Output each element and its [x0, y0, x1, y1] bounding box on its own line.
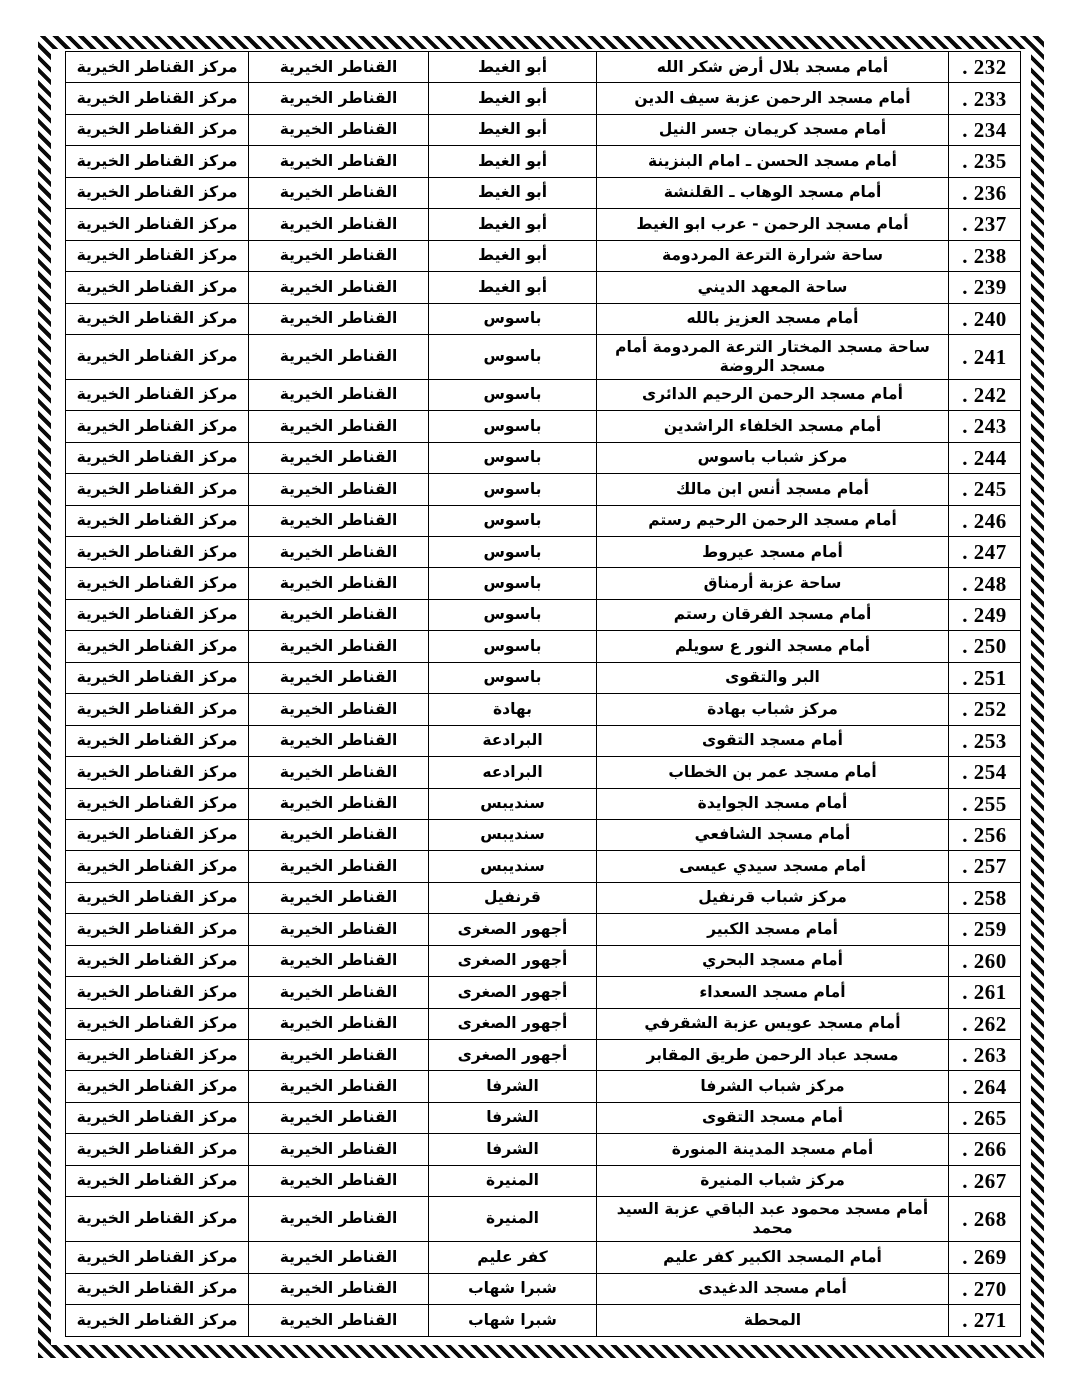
cell-location-name: البر والتقوى — [597, 662, 949, 693]
cell-district-name: القناطر الخيرية — [249, 977, 429, 1008]
table-row — [66, 52, 1021, 83]
cell-village-name: باسوس — [429, 442, 597, 473]
cell-village-name: قرنفيل — [429, 882, 597, 913]
cell-serial-number: 248 . — [949, 568, 1021, 599]
cell-village-name: أجهور الصغرى — [429, 1008, 597, 1039]
cell-center-name: مركز القناطر الخيرية — [66, 1071, 249, 1102]
cell-location-name: أمام مسجد النور ع سويلم — [597, 631, 949, 662]
cell-district-name: القناطر الخيرية — [249, 1102, 429, 1133]
cell-center-name: مركز القناطر الخيرية — [66, 240, 249, 271]
cell-village-name: أبو الغيط — [429, 240, 597, 271]
cell-district-name: القناطر الخيرية — [249, 177, 429, 208]
table-row — [66, 1165, 1021, 1196]
table-row — [66, 272, 1021, 303]
cell-village-name: سنديبس — [429, 851, 597, 882]
cell-location-name: أمام مسجد السعداء — [597, 977, 949, 1008]
table-row — [66, 1273, 1021, 1304]
cell-serial-number: 253 . — [949, 725, 1021, 756]
cell-district-name: القناطر الخيرية — [249, 694, 429, 725]
locations-table — [65, 51, 1021, 1337]
cell-village-name: الشرفا — [429, 1134, 597, 1165]
cell-district-name: القناطر الخيرية — [249, 240, 429, 271]
cell-center-name: مركز القناطر الخيرية — [66, 599, 249, 630]
cell-center-name: مركز القناطر الخيرية — [66, 1197, 249, 1242]
cell-village-name: أبو الغيط — [429, 146, 597, 177]
table-row — [66, 83, 1021, 114]
table-row — [66, 977, 1021, 1008]
cell-center-name: مركز القناطر الخيرية — [66, 1008, 249, 1039]
table-row — [66, 537, 1021, 568]
cell-center-name: مركز القناطر الخيرية — [66, 757, 249, 788]
cell-district-name: القناطر الخيرية — [249, 1040, 429, 1071]
cell-district-name: القناطر الخيرية — [249, 1008, 429, 1039]
cell-serial-number: 234 . — [949, 114, 1021, 145]
cell-village-name: البرادعة — [429, 725, 597, 756]
cell-village-name: باسوس — [429, 334, 597, 379]
cell-center-name: مركز القناطر الخيرية — [66, 379, 249, 410]
cell-location-name: أمام مسجد العزيز بالله — [597, 303, 949, 334]
table-row — [66, 882, 1021, 913]
table-row — [66, 568, 1021, 599]
cell-village-name: أبو الغيط — [429, 114, 597, 145]
cell-center-name: مركز القناطر الخيرية — [66, 83, 249, 114]
cell-serial-number: 247 . — [949, 537, 1021, 568]
cell-location-name: أمام مسجد محمود عبد الباقي عزبة السيد محمد — [597, 1197, 949, 1242]
table-row — [66, 945, 1021, 976]
table-row — [66, 334, 1021, 379]
cell-district-name: القناطر الخيرية — [249, 272, 429, 303]
cell-serial-number: 261 . — [949, 977, 1021, 1008]
cell-district-name: القناطر الخيرية — [249, 114, 429, 145]
cell-district-name: القناطر الخيرية — [249, 1304, 429, 1336]
cell-village-name: سنديبس — [429, 819, 597, 850]
cell-serial-number: 250 . — [949, 631, 1021, 662]
cell-center-name: مركز القناطر الخيرية — [66, 209, 249, 240]
cell-district-name: القناطر الخيرية — [249, 882, 429, 913]
cell-serial-number: 263 . — [949, 1040, 1021, 1071]
cell-location-name: ساحة مسجد المختار الترعة المردومة أمام مسجد الروضة — [597, 334, 949, 379]
cell-serial-number: 260 . — [949, 945, 1021, 976]
cell-village-name: الشرفا — [429, 1071, 597, 1102]
table-body — [66, 52, 1021, 1337]
cell-location-name: أمام مسجد بلال أرض شكر الله — [597, 52, 949, 83]
cell-location-name: مركز شباب المنيرة — [597, 1165, 949, 1196]
cell-district-name: القناطر الخيرية — [249, 52, 429, 83]
cell-village-name: باسوس — [429, 411, 597, 442]
cell-village-name: أبو الغيط — [429, 83, 597, 114]
cell-location-name: مسجد عباد الرحمن طريق المقابر — [597, 1040, 949, 1071]
cell-serial-number: 269 . — [949, 1242, 1021, 1273]
cell-center-name: مركز القناطر الخيرية — [66, 146, 249, 177]
cell-location-name: أمام مسجد الرحمن الرحيم رستم — [597, 505, 949, 536]
table-row — [66, 474, 1021, 505]
cell-location-name: مركز شباب باسوس — [597, 442, 949, 473]
cell-serial-number: 265 . — [949, 1102, 1021, 1133]
table-row — [66, 411, 1021, 442]
cell-district-name: القناطر الخيرية — [249, 334, 429, 379]
cell-serial-number: 242 . — [949, 379, 1021, 410]
cell-district-name: القناطر الخيرية — [249, 788, 429, 819]
cell-district-name: القناطر الخيرية — [249, 1242, 429, 1273]
cell-serial-number: 241 . — [949, 334, 1021, 379]
cell-location-name: أمام مسجد عمر بن الخطاب — [597, 757, 949, 788]
cell-village-name: بهادة — [429, 694, 597, 725]
cell-district-name: القناطر الخيرية — [249, 568, 429, 599]
cell-serial-number: 235 . — [949, 146, 1021, 177]
table-row — [66, 1102, 1021, 1133]
cell-village-name: شبرا شهاب — [429, 1273, 597, 1304]
cell-center-name: مركز القناطر الخيرية — [66, 662, 249, 693]
cell-location-name: أمام مسجد الوهاب ـ القلنشة — [597, 177, 949, 208]
cell-center-name: مركز القناطر الخيرية — [66, 1165, 249, 1196]
cell-district-name: القناطر الخيرية — [249, 757, 429, 788]
cell-center-name: مركز القناطر الخيرية — [66, 177, 249, 208]
decorative-page-border — [38, 36, 1044, 1358]
cell-center-name: مركز القناطر الخيرية — [66, 505, 249, 536]
cell-village-name: المنيرة — [429, 1197, 597, 1242]
cell-location-name: أمام مسجد عيروط — [597, 537, 949, 568]
cell-serial-number: 254 . — [949, 757, 1021, 788]
cell-serial-number: 268 . — [949, 1197, 1021, 1242]
table-row — [66, 240, 1021, 271]
cell-location-name: أمام مسجد الدغيدى — [597, 1273, 949, 1304]
cell-location-name: مركز شباب بهادة — [597, 694, 949, 725]
table-row — [66, 1040, 1021, 1071]
cell-location-name: أمام مسجد الفرقان رستم — [597, 599, 949, 630]
table-row — [66, 177, 1021, 208]
table-row — [66, 631, 1021, 662]
cell-location-name: أمام مسجد الرحمن - عرب ابو الغيط — [597, 209, 949, 240]
cell-serial-number: 249 . — [949, 599, 1021, 630]
cell-district-name: القناطر الخيرية — [249, 945, 429, 976]
cell-serial-number: 256 . — [949, 819, 1021, 850]
cell-location-name: أمام مسجد الجوايدة — [597, 788, 949, 819]
cell-district-name: القناطر الخيرية — [249, 1134, 429, 1165]
cell-serial-number: 266 . — [949, 1134, 1021, 1165]
cell-location-name: أمام مسجد أنس ابن مالك — [597, 474, 949, 505]
page-content-area — [51, 49, 1031, 1345]
cell-serial-number: 246 . — [949, 505, 1021, 536]
cell-location-name: ساحة المعهد الديني — [597, 272, 949, 303]
cell-village-name: المنيرة — [429, 1165, 597, 1196]
cell-center-name: مركز القناطر الخيرية — [66, 882, 249, 913]
cell-center-name: مركز القناطر الخيرية — [66, 1304, 249, 1336]
cell-location-name: أمام مسجد الشافعي — [597, 819, 949, 850]
cell-district-name: القناطر الخيرية — [249, 474, 429, 505]
table-row — [66, 209, 1021, 240]
table-row — [66, 1008, 1021, 1039]
cell-district-name: القناطر الخيرية — [249, 631, 429, 662]
table-row — [66, 1071, 1021, 1102]
cell-location-name: أمام مسجد الرحمن عزبة سيف الدين — [597, 83, 949, 114]
cell-location-name: مركز شباب قرنفيل — [597, 882, 949, 913]
cell-village-name: أبو الغيط — [429, 52, 597, 83]
table-row — [66, 146, 1021, 177]
cell-location-name: أمام مسجد عويس عزبة الشقرفي — [597, 1008, 949, 1039]
cell-center-name: مركز القناطر الخيرية — [66, 114, 249, 145]
cell-serial-number: 236 . — [949, 177, 1021, 208]
table-row — [66, 914, 1021, 945]
table-row — [66, 442, 1021, 473]
cell-center-name: مركز القناطر الخيرية — [66, 977, 249, 1008]
cell-village-name: البرادعه — [429, 757, 597, 788]
cell-location-name: أمام مسجد التقوى — [597, 725, 949, 756]
cell-center-name: مركز القناطر الخيرية — [66, 1040, 249, 1071]
cell-serial-number: 251 . — [949, 662, 1021, 693]
cell-village-name: أبو الغيط — [429, 209, 597, 240]
cell-center-name: مركز القناطر الخيرية — [66, 914, 249, 945]
cell-serial-number: 262 . — [949, 1008, 1021, 1039]
table-row — [66, 757, 1021, 788]
cell-serial-number: 270 . — [949, 1273, 1021, 1304]
cell-center-name: مركز القناطر الخيرية — [66, 788, 249, 819]
cell-serial-number: 252 . — [949, 694, 1021, 725]
table-row — [66, 1197, 1021, 1242]
cell-serial-number: 271 . — [949, 1304, 1021, 1336]
cell-location-name: أمام مسجد سيدي عيسى — [597, 851, 949, 882]
cell-center-name: مركز القناطر الخيرية — [66, 272, 249, 303]
cell-district-name: القناطر الخيرية — [249, 411, 429, 442]
cell-village-name: أبو الغيط — [429, 272, 597, 303]
cell-district-name: القناطر الخيرية — [249, 662, 429, 693]
cell-village-name: باسوس — [429, 537, 597, 568]
cell-center-name: مركز القناطر الخيرية — [66, 1102, 249, 1133]
cell-village-name: أجهور الصغرى — [429, 914, 597, 945]
cell-village-name: أبو الغيط — [429, 177, 597, 208]
cell-location-name: أمام مسجد الرحمن الرحيم الدائرى — [597, 379, 949, 410]
cell-center-name: مركز القناطر الخيرية — [66, 442, 249, 473]
cell-location-name: مركز شباب الشرفا — [597, 1071, 949, 1102]
cell-village-name: باسوس — [429, 505, 597, 536]
cell-village-name: أجهور الصغرى — [429, 1040, 597, 1071]
cell-district-name: القناطر الخيرية — [249, 1071, 429, 1102]
table-row — [66, 599, 1021, 630]
cell-district-name: القناطر الخيرية — [249, 599, 429, 630]
table-row — [66, 694, 1021, 725]
table-row — [66, 819, 1021, 850]
cell-location-name: أمام مسجد الكبير — [597, 914, 949, 945]
table-row — [66, 303, 1021, 334]
cell-village-name: باسوس — [429, 631, 597, 662]
table-row — [66, 505, 1021, 536]
cell-village-name: أجهور الصغرى — [429, 945, 597, 976]
cell-village-name: باسوس — [429, 662, 597, 693]
cell-village-name: سنديبس — [429, 788, 597, 819]
cell-center-name: مركز القناطر الخيرية — [66, 334, 249, 379]
cell-district-name: القناطر الخيرية — [249, 537, 429, 568]
cell-location-name: المحطة — [597, 1304, 949, 1336]
table-row — [66, 725, 1021, 756]
table-row — [66, 379, 1021, 410]
cell-serial-number: 243 . — [949, 411, 1021, 442]
cell-center-name: مركز القناطر الخيرية — [66, 945, 249, 976]
cell-district-name: القناطر الخيرية — [249, 819, 429, 850]
cell-village-name: شبرا شهاب — [429, 1304, 597, 1336]
table-row — [66, 1304, 1021, 1336]
table-row — [66, 1242, 1021, 1273]
cell-district-name: القناطر الخيرية — [249, 914, 429, 945]
cell-serial-number: 233 . — [949, 83, 1021, 114]
cell-serial-number: 244 . — [949, 442, 1021, 473]
cell-district-name: القناطر الخيرية — [249, 851, 429, 882]
table-row — [66, 1134, 1021, 1165]
cell-village-name: باسوس — [429, 379, 597, 410]
cell-location-name: أمام مسجد الخلفاء الراشدين — [597, 411, 949, 442]
cell-serial-number: 264 . — [949, 1071, 1021, 1102]
cell-district-name: القناطر الخيرية — [249, 83, 429, 114]
cell-village-name: باسوس — [429, 474, 597, 505]
cell-center-name: مركز القناطر الخيرية — [66, 631, 249, 662]
cell-center-name: مركز القناطر الخيرية — [66, 819, 249, 850]
cell-center-name: مركز القناطر الخيرية — [66, 52, 249, 83]
cell-location-name: أمام مسجد الحسن ـ امام البنزينة — [597, 146, 949, 177]
cell-district-name: القناطر الخيرية — [249, 379, 429, 410]
cell-village-name: باسوس — [429, 568, 597, 599]
cell-village-name: الشرفا — [429, 1102, 597, 1133]
table-row — [66, 114, 1021, 145]
cell-district-name: القناطر الخيرية — [249, 303, 429, 334]
cell-village-name: أجهور الصغرى — [429, 977, 597, 1008]
cell-center-name: مركز القناطر الخيرية — [66, 303, 249, 334]
cell-district-name: القناطر الخيرية — [249, 442, 429, 473]
cell-serial-number: 238 . — [949, 240, 1021, 271]
cell-center-name: مركز القناطر الخيرية — [66, 474, 249, 505]
cell-center-name: مركز القناطر الخيرية — [66, 694, 249, 725]
cell-serial-number: 240 . — [949, 303, 1021, 334]
cell-center-name: مركز القناطر الخيرية — [66, 851, 249, 882]
cell-village-name: كفر عليم — [429, 1242, 597, 1273]
table-row — [66, 662, 1021, 693]
cell-serial-number: 257 . — [949, 851, 1021, 882]
cell-location-name: أمام مسجد البحري — [597, 945, 949, 976]
cell-district-name: القناطر الخيرية — [249, 209, 429, 240]
cell-center-name: مركز القناطر الخيرية — [66, 537, 249, 568]
cell-district-name: القناطر الخيرية — [249, 146, 429, 177]
cell-serial-number: 259 . — [949, 914, 1021, 945]
cell-location-name: أمام مسجد التقوى — [597, 1102, 949, 1133]
cell-location-name: ساحة عزبة أرمناق — [597, 568, 949, 599]
cell-serial-number: 255 . — [949, 788, 1021, 819]
cell-serial-number: 245 . — [949, 474, 1021, 505]
cell-serial-number: 232 . — [949, 52, 1021, 83]
cell-center-name: مركز القناطر الخيرية — [66, 1242, 249, 1273]
cell-district-name: القناطر الخيرية — [249, 1165, 429, 1196]
cell-location-name: أمام المسجد الكبير كفر عليم — [597, 1242, 949, 1273]
cell-center-name: مركز القناطر الخيرية — [66, 411, 249, 442]
cell-center-name: مركز القناطر الخيرية — [66, 1134, 249, 1165]
cell-village-name: باسوس — [429, 303, 597, 334]
table-row — [66, 851, 1021, 882]
cell-location-name: أمام مسجد كريمان جسر النيل — [597, 114, 949, 145]
cell-district-name: القناطر الخيرية — [249, 1197, 429, 1242]
cell-serial-number: 258 . — [949, 882, 1021, 913]
table-row — [66, 788, 1021, 819]
cell-serial-number: 267 . — [949, 1165, 1021, 1196]
cell-village-name: باسوس — [429, 599, 597, 630]
cell-location-name: أمام مسجد المدينة المنورة — [597, 1134, 949, 1165]
cell-serial-number: 237 . — [949, 209, 1021, 240]
cell-district-name: القناطر الخيرية — [249, 1273, 429, 1304]
cell-district-name: القناطر الخيرية — [249, 505, 429, 536]
cell-location-name: ساحة شرارة الترعة المردومة — [597, 240, 949, 271]
cell-center-name: مركز القناطر الخيرية — [66, 725, 249, 756]
cell-district-name: القناطر الخيرية — [249, 725, 429, 756]
cell-center-name: مركز القناطر الخيرية — [66, 1273, 249, 1304]
cell-serial-number: 239 . — [949, 272, 1021, 303]
cell-center-name: مركز القناطر الخيرية — [66, 568, 249, 599]
